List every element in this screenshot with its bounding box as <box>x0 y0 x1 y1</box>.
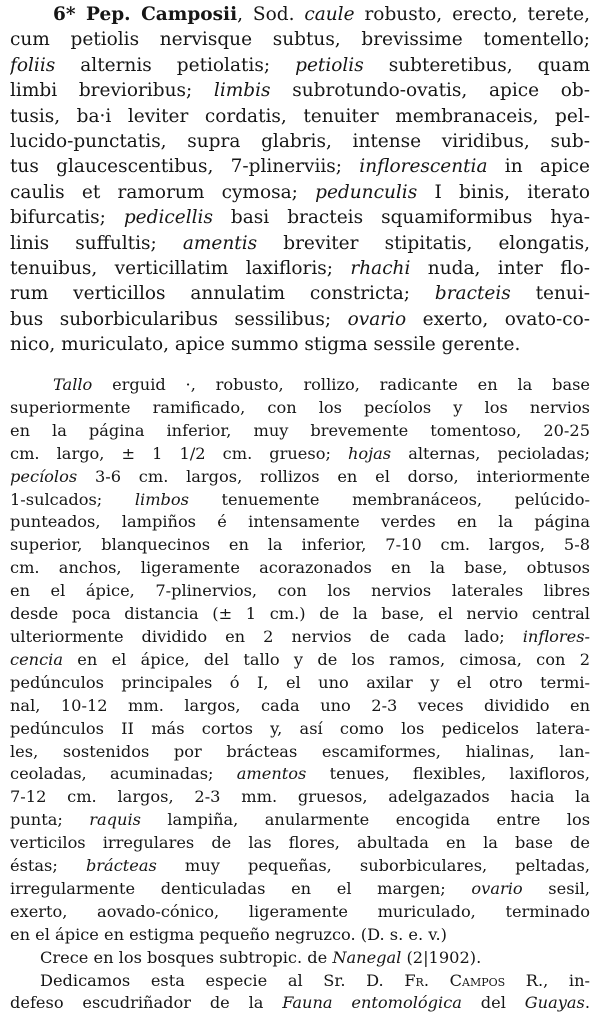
term-italic: caule <box>304 4 355 25</box>
spanish-line <box>10 649 590 672</box>
spanish-line <box>10 786 590 809</box>
text-segment: 7-12 cm. largos, 2-3 mm. gruesos, adelgazados hacia la <box>10 787 590 807</box>
text-segment: bus suborbicularibus sessilibus; <box>10 308 348 330</box>
text-segment: subrotundo-ovatis, apice ob- <box>270 80 590 102</box>
text-segment: éstas; <box>10 856 86 876</box>
text-segment: superior, blanquecinos en la inferior, 7-10 cm. largos, 5-8 <box>10 535 590 555</box>
text-segment: rum verticillos annulatim constricta; <box>10 283 435 305</box>
text-segment: subteretibus, quam <box>363 54 590 76</box>
text-segment: pedúnculos principales ó I, el uno axilar y el otro termi- <box>10 672 590 692</box>
text-segment: lampiña, anularmente encogida entre los <box>140 810 590 830</box>
text-segment: lucido-punctatis, supra glabris, intense viridibus, sub- <box>10 131 590 153</box>
term-italic: amentis <box>182 232 258 254</box>
latin-line <box>10 256 590 281</box>
latin-line <box>10 78 590 103</box>
text-segment: robusto, erecto, terete, <box>354 4 590 25</box>
dedication-line <box>10 970 590 993</box>
text-segment: muy pequeñas, suborbiculares, peltadas, <box>156 856 590 876</box>
spanish-line <box>10 374 590 397</box>
spanish-line <box>10 763 590 786</box>
term-italic: cencia <box>10 649 63 669</box>
text-segment: tenui- <box>510 283 590 305</box>
text-segment: limbi brevioribus; <box>10 80 214 102</box>
text-segment: in apice <box>487 156 590 178</box>
spanish-line <box>10 420 590 443</box>
spanish-line <box>10 443 590 466</box>
habitat-prefix: Crece en los bosques subtropic. de <box>40 947 333 967</box>
latin-line <box>10 332 590 357</box>
spanish-line <box>10 557 590 580</box>
term-italic: pecíolos <box>10 466 78 486</box>
text-segment: 1-sulcados; <box>10 489 135 509</box>
text-segment: tus glaucescentibus, 7-plinerviis; <box>10 156 360 178</box>
spanish-line <box>10 511 590 534</box>
document-page <box>10 2 590 1013</box>
spanish-line <box>10 741 590 764</box>
text-segment: nico, muriculato, apice summo stigma sessile gerente. <box>10 334 521 356</box>
term-italic: petiolis <box>295 54 364 76</box>
spanish-line <box>10 924 590 947</box>
spanish-line <box>10 855 590 878</box>
spanish-line <box>10 626 590 649</box>
latin-line <box>10 154 590 179</box>
latin-line <box>10 307 590 332</box>
term-italic: limbis <box>213 80 271 102</box>
latin-line <box>10 104 590 129</box>
spanish-line <box>10 580 590 603</box>
term-italic: rhachi <box>350 258 411 280</box>
species-name: 6* Pep. Camposii <box>53 4 238 25</box>
term-italic: ovario <box>347 308 407 330</box>
dedication-text: . <box>584 993 590 1013</box>
latin-line <box>10 53 590 78</box>
spanish-line <box>10 489 590 512</box>
term-italic: pedunculis <box>315 181 418 203</box>
text-segment: erguid ·, robusto, rollizo, radicante en la base <box>92 375 590 394</box>
text-segment: punteados, lampiños é intensamente verdes en la página <box>10 512 590 532</box>
text-segment: irregularmente denticuladas en el margen; <box>10 878 472 898</box>
spanish-line <box>10 718 590 741</box>
dedication-line <box>10 992 590 1015</box>
latin-line <box>10 205 590 230</box>
spanish-line <box>10 695 590 718</box>
text-segment: breviter stipitatis, elongatis, <box>257 232 590 254</box>
spanish-line <box>10 397 590 420</box>
term-italic: Tallo <box>53 375 93 394</box>
text-segment: I binis, iterato <box>417 181 590 203</box>
text-segment: nuda, inter flo- <box>410 258 590 280</box>
text-segment: bifurcatis; <box>10 207 124 229</box>
text-segment: verticilos irregulares de las flores, abultada en la base de <box>10 833 590 853</box>
term-italic: bracteis <box>434 283 511 305</box>
text-segment: en el ápice en estigma pequeño negruzco. (D. s. e. v.) <box>10 924 447 944</box>
term-italic: limbos <box>134 489 189 509</box>
text-segment: en el ápice, 7-plinervios, con los nervios laterales libres <box>10 581 590 601</box>
dedicatee-name: Fr. Campos <box>404 970 506 990</box>
term-italic: hojas <box>347 443 392 463</box>
text-segment: basi bracteis squamiformibus hya- <box>212 207 590 229</box>
text-segment: alternis petiolatis; <box>55 54 296 76</box>
dedication-work: Fauna entomológica <box>282 993 462 1013</box>
latin-description <box>10 2 590 358</box>
text-segment: cm. largo, ± 1 1/2 cm. grueso; <box>10 443 348 463</box>
habitat-place: Nanegal <box>332 947 402 967</box>
latin-line <box>10 281 590 306</box>
text-segment: tenues, flexibles, laxifloros, <box>306 764 590 784</box>
dedication-text: defeso escudriñador de la <box>10 993 283 1013</box>
spanish-line <box>10 466 590 489</box>
text-segment: , Sod. <box>237 4 305 25</box>
dedication-region: Guayas <box>524 993 585 1013</box>
latin-line <box>10 231 590 256</box>
text-segment: cum petiolis nervisque subtus, brevissime tomentello; <box>10 29 590 51</box>
dedication-suffix: R., in- <box>505 970 590 990</box>
dedication-prefix: Dedicamos esta especie al Sr. D. <box>40 970 405 990</box>
latin-line <box>10 27 590 52</box>
text-segment: exerto, aovado-cónico, ligeramente muriculado, terminado <box>10 901 590 921</box>
spanish-line <box>10 672 590 695</box>
spanish-line <box>10 603 590 626</box>
text-segment: alternas, pecioladas; <box>391 443 590 463</box>
spanish-line <box>10 832 590 855</box>
latin-line <box>10 180 590 205</box>
text-segment: punta; <box>10 810 90 830</box>
term-italic: brácteas <box>85 856 157 876</box>
text-segment: superiormente ramificado, con los pecíolos y los nervios <box>10 397 590 417</box>
text-segment: ceoladas, acuminadas; <box>10 764 237 784</box>
text-segment: linis suffultis; <box>10 232 183 254</box>
text-segment: caulis et ramorum cymosa; <box>10 181 316 203</box>
text-segment: pedúnculos II más cortos y, así como los pedicelos latera- <box>10 718 590 738</box>
term-italic: inflorescentia <box>359 156 488 178</box>
spanish-description <box>10 374 590 1015</box>
term-italic: raquis <box>89 810 141 830</box>
text-segment: les, sostenidos por brácteas escamiformes, hialinas, lan- <box>10 741 590 761</box>
spanish-line <box>10 878 590 901</box>
habitat-line <box>10 947 590 970</box>
text-segment: 3-6 cm. largos, rollizos en el dorso, interiormente <box>77 466 590 486</box>
latin-line <box>10 2 590 27</box>
text-segment: nal, 10-12 mm. largos, cada uno 2-3 veces dividido en <box>10 695 590 715</box>
dedication-text: del <box>461 993 525 1013</box>
term-italic: amentos <box>236 764 307 784</box>
term-italic: foliis <box>10 54 56 76</box>
text-segment: sesil, <box>522 878 590 898</box>
term-italic: inflores- <box>522 626 590 646</box>
habitat-suffix: (2|1902). <box>401 947 482 967</box>
text-segment: tenuibus, verticillatim laxifloris; <box>10 258 351 280</box>
text-segment: cm. anchos, ligeramente acorazonados en la base, obtusos <box>10 558 590 578</box>
text-segment: tenuemente membranáceos, pelúcido- <box>188 489 590 509</box>
spanish-line <box>10 901 590 924</box>
text-segment: ulteriormente dividido en 2 nervios de cada lado; <box>10 626 523 646</box>
latin-line <box>10 129 590 154</box>
text-segment: en el ápice, del tallo y de los ramos, cimosa, con 2 <box>62 649 590 669</box>
text-segment: tusis, ba·i leviter cordatis, tenuiter membranaceis, pel- <box>10 105 590 127</box>
text-segment: exerto, ovato-co- <box>406 308 590 330</box>
text-segment: desde poca distancia (± 1 cm.) de la base, el nervio central <box>10 604 590 624</box>
text-segment: en la página inferior, muy brevemente tomentoso, 20-25 <box>10 420 590 440</box>
spanish-line <box>10 809 590 832</box>
term-italic: ovario <box>471 878 523 898</box>
spanish-line <box>10 534 590 557</box>
term-italic: pedicellis <box>123 207 213 229</box>
